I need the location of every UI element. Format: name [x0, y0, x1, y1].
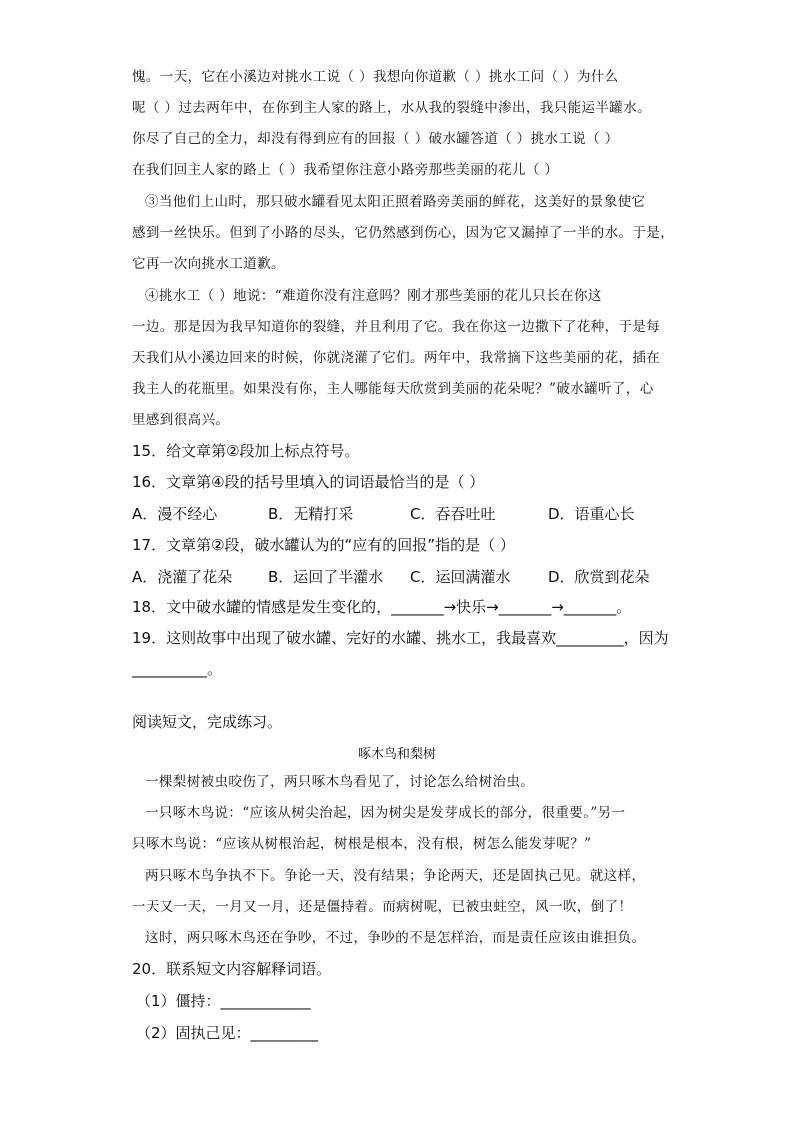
- q17-option-c[interactable]: C．运回满灌水: [410, 568, 511, 586]
- question-16: 16．文章第④段的括号里填入的词语最恰当的是（ ）: [132, 473, 485, 491]
- passage2-line-6: 这时，两只啄木鸟还在争吵，不过，争吵的不是怎样治，而是责任应该由谁担负。: [145, 930, 646, 946]
- passage1-line-9: 一边。那是因为我早知道你的裂缝，并且利用了它。我在你这一边撒下了花种，于是每: [132, 319, 661, 335]
- question-20: 20．联系短文内容解释词语。: [132, 960, 332, 978]
- passage1-line-2: 呢（ ）过去两年中，在你到主人家的路上，水从我的裂缝中渗出，我只能运半罐水。: [132, 100, 651, 116]
- passage1-line-4: 在我们回主人家的路上（ ）我希望你注意小路旁那些美丽的花儿（ ）: [132, 162, 559, 178]
- passage1-line-5: ③当他们上山时，那只破水罐看见太阳正照着路旁美丽的鲜花，这美好的景象使它: [145, 194, 646, 210]
- passage1-line-1: 愧。一天，它在小溪边对挑水工说（ ）我想向你道歉（ ）挑水工问（ ）为什么: [132, 69, 619, 85]
- q17-option-a[interactable]: A．浇灌了花朵: [132, 568, 233, 586]
- question-19-line-1: 19．这则故事中出现了破水罐、完好的水罐、挑水工，我最喜欢_________，因为: [132, 629, 669, 647]
- q16-option-c[interactable]: C．吞吞吐吐: [410, 505, 496, 523]
- q17-option-b[interactable]: B．运回了半灌水: [268, 568, 384, 586]
- passage1-line-12: 里感到很高兴。: [132, 412, 230, 428]
- passage2-line-5: 一天又一天，一月又一月，还是僵持着。而病树呢，已被虫蛀空，风一吹，倒了！: [132, 899, 633, 915]
- question-20-item-2: （2）固执己见：_________: [136, 1024, 319, 1042]
- passage2-line-2: 一只啄木鸟说：“应该从树尖治起，因为树尖是发芽成长的部分，很重要。”另一: [145, 805, 626, 821]
- passage2-line-1: 一棵梨树被虫咬伤了，两只啄木鸟看见了，讨论怎么给树治虫。: [145, 774, 535, 790]
- q16-option-a[interactable]: A．漫不经心: [132, 505, 218, 523]
- question-15: 15．给文章第②段加上标点符号。: [132, 442, 360, 460]
- reading-instruction: 阅读短文，完成练习。: [132, 713, 283, 731]
- q16-option-d[interactable]: D．语重心长: [548, 505, 635, 523]
- passage1-line-6: 感到一丝快乐。但到了小路的尽头，它仍然感到伤心，因为它又漏掉了一半的水。于是，: [132, 225, 675, 241]
- passage2-title: 啄木鸟和梨树: [357, 747, 436, 762]
- passage2-line-4: 两只啄木鸟争执不下。争论一天，没有结果；争论两天，还是固执己见。就这样，: [145, 868, 646, 884]
- q17-option-d[interactable]: D．欣赏到花朵: [548, 568, 650, 586]
- passage1-line-3: 你尽了自己的全力，却没有得到应有的回报（ ）破水罐答道（ ）挑水工说（ ）: [132, 131, 619, 147]
- question-19-line-2: __________。: [132, 660, 223, 678]
- q16-option-b[interactable]: B．无精打采: [268, 505, 354, 523]
- question-17: 17．文章第②段，破水罐认为的“应有的回报”指的是（ ）: [132, 536, 515, 554]
- passage2-line-3: 只啄木鸟说：“应该从树根治起，树根是根本，没有根，树怎么能发芽呢？”: [132, 836, 592, 852]
- question-20-item-1: （1）僵持：____________: [136, 992, 311, 1010]
- question-18: 18．文中破水罐的情感是发生变化的，_______→快乐→_______→_______。: [132, 598, 632, 616]
- passage1-line-11: 我主人的花瓶里。如果没有你，主人哪能每天欣赏到美丽的花朵呢？”破水罐听了，心: [132, 381, 654, 397]
- passage1-line-7: 它再一次向挑水工道歉。: [132, 256, 285, 272]
- passage1-line-8: ④挑水工（ ）地说：“难道你没有注意吗？刚才那些美丽的花儿只长在你这: [145, 288, 602, 304]
- passage1-line-10: 天我们从小溪边回来的时候，你就浇灌了它们。两年中，我常摘下这些美丽的花，插在: [132, 350, 661, 366]
